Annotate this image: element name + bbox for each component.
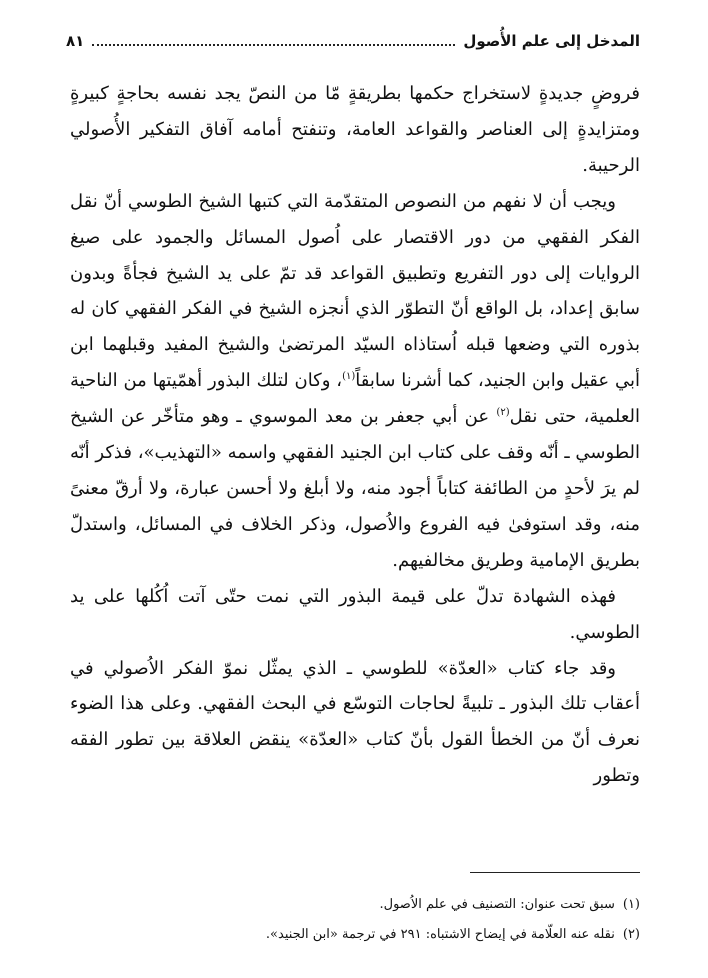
header-dot-leader	[92, 44, 455, 46]
running-header	[66, 26, 640, 56]
body-text	[70, 76, 640, 794]
footnote	[70, 920, 640, 950]
footnotes	[70, 890, 640, 950]
page-number: ٨١	[66, 32, 85, 50]
paragraph: فروضٍ جديدةٍ لاستخراج حكمها بطريقةٍ مّا من النصّ يجد نفسه بحاجةٍ كبيرةٍ ومتزايدةٍ إلى العناصر والقواعد العامة، وتنفتح أمامه آفاق التفكير الأُصولي الرحيبة.	[70, 83, 640, 176]
paragraph	[70, 184, 640, 579]
paragraph: فهذه الشهادة تدلّ على قيمة البذور التي نمت حتّى آتت اُكُلها على يد الطوسي.	[70, 585, 640, 643]
footnote	[70, 890, 640, 920]
paragraph-text: ويجب أن لا نفهم من النصوص المتقدّمة التي كتبها الشيخ الطوسي أنّ نقل الفكر الفقهي من دور الاقتصار على اُصول المسائل والجمود على صيغ الروايات إلى دور التفريع وتطبيق القواعد قد تمّ على يد الشيخ فجأةً وبدون سابق إعداد، بل الواقع أنّ التطوّر الذي أنجزه الشيخ في الفكر الفقهي كان له بذوره التي وضعها قبله اُستاذاه السيّد المرتضىٰ والشيخ المفيد وقبلهما ابن أبي عقيل وابن الجنيد، كما أشرنا سابقاً	[70, 190, 640, 392]
footnote-text: نقله عنه العلّامة في إيضاح الاشتباه: ٢٩١ في ترجمة «ابن الجنيد».	[265, 927, 615, 942]
header-title: المدخل إلى علم الأُصول	[463, 32, 640, 50]
footnote-label: (٢)	[622, 927, 640, 942]
footnote-text: سبق تحت عنوان: التصنيف في علم الاُصول.	[379, 897, 615, 912]
paragraph-text: ، وكان لتلك البذور أهمّيتها من الناحية العلمية، حتى نقل	[70, 370, 640, 428]
footnote-ref: (١)	[342, 371, 356, 383]
footnote-ref: (٢)	[496, 407, 510, 419]
footnote-separator	[470, 872, 640, 873]
paragraph: وقد جاء كتاب «العدّة» للطوسي ـ الذي يمثّل نموّ الفكر الاُصولي في أعقاب تلك البذور ـ تلبيةً لحاجات التوسّع في البحث الفقهي. وعلى هذا الضوء نعرف أنّ من الخطأ القول بأنّ كتاب «العدّة» ينقض العلاقة بين تطور الفقه وتطور	[70, 657, 640, 787]
paragraph-text: عن أبي جعفر بن معد الموسوي ـ وهو متأخّر عن الشيخ الطوسي ـ أنّه وقف على كتاب ابن الجنيد الفقهي واسمه «التهذيب»، فذكر أنّه لم يرَ لأحدٍ من الطائفة كتاباً أجود منه، ولا أبلغ ولا أحسن عبارة، ولا أرقّ معنىً منه، وقد استوفىٰ فيه الفروع والاُصول، وذكر الخلاف في المسائل، واستدلّ بطريق الإمامية وطريق مخالفيهم.	[70, 406, 640, 571]
footnote-label: (١)	[622, 897, 640, 912]
